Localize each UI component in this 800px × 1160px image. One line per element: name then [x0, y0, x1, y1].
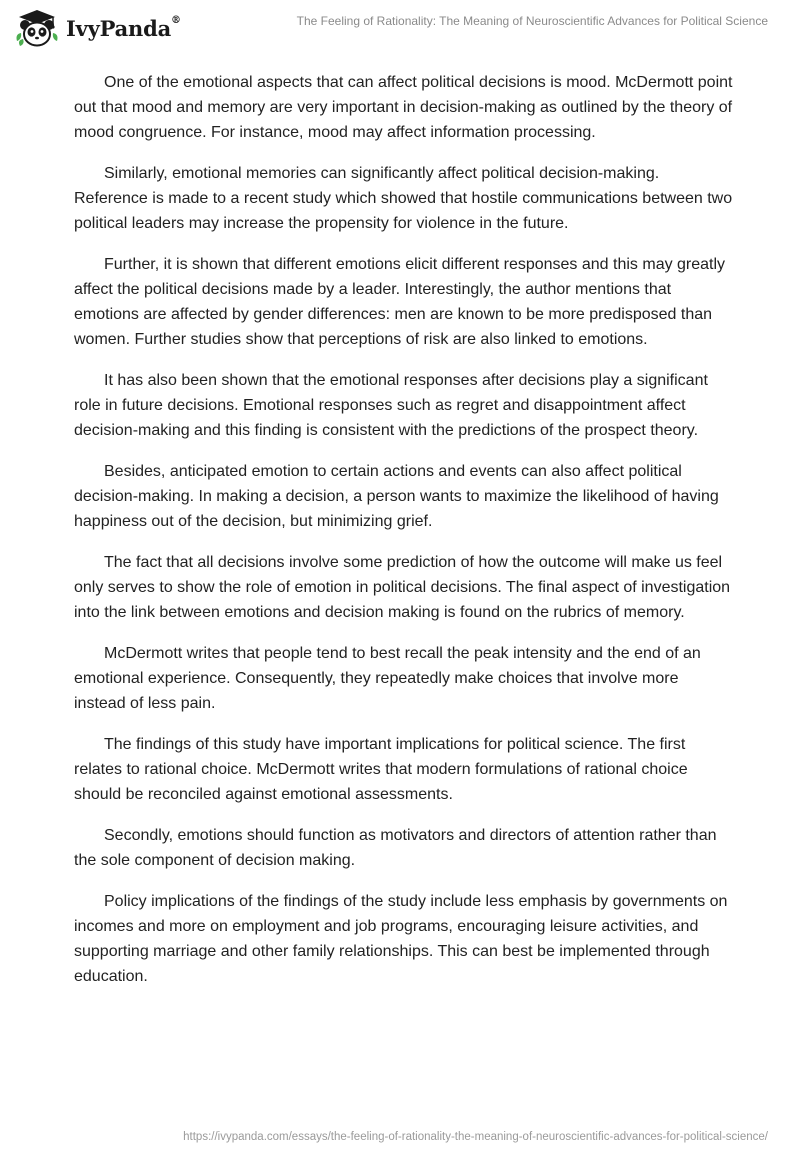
- paragraph: Besides, anticipated emotion to certain actions and events can also affect political decision-making. In making a decision, a person wants to maximize the likelihood of having happiness out of the decision, but minimizing grief.: [74, 463, 719, 530]
- panda-graduate-icon: [14, 8, 60, 48]
- paragraph: Further, it is shown that different emotions elicit different responses and this may greatly affect the political decisions made by a leader. Interestingly, the author mentions that emotions are affected by gender differences: men are known to be more predisposed than women. Further studies show that perceptions of risk are also linked to emotions.: [74, 256, 726, 348]
- essay-body: [74, 70, 734, 1005]
- source-url[interactable]: https://ivypanda.com/essays/the-feeling-of-rationality-the-meaning-of-neuroscientific-advances-for-political-science/: [183, 1131, 768, 1143]
- paragraph: Secondly, emotions should function as motivators and directors of attention rather than the sole component of decision making.: [74, 827, 717, 869]
- paragraph: Similarly, emotional memories can significantly affect political decision-making. Reference is made to a recent study which showed that hostile communications between two political leaders may increase the propensity for violence in the future.: [74, 165, 733, 232]
- paragraph: One of the emotional aspects that can affect political decisions is mood. McDermott point out that mood and memory are very important in decision-making as outlined by the theory of mood congruence. For instance, mood may affect information processing.: [74, 74, 733, 141]
- ivypanda-logo[interactable]: [14, 8, 181, 48]
- document-title: The Feeling of Rationality: The Meaning of Neuroscientific Advances for Political Science: [296, 14, 768, 28]
- logo-wordmark: IvyPanda®: [66, 14, 181, 41]
- paragraph: It has also been shown that the emotional responses after decisions play a significant role in future decisions. Emotional responses such as regret and disappointment affect decision-making and this finding is consistent with the predictions of the prospect theory.: [74, 372, 708, 439]
- page-header: [0, 0, 800, 64]
- paragraph: McDermott writes that people tend to best recall the peak intensity and the end of an emotional experience. Consequently, they repeatedly make choices that involve more instead of less pain.: [74, 645, 701, 712]
- paragraph: The fact that all decisions involve some prediction of how the outcome will make us feel only serves to show the role of emotion in political decisions. The final aspect of investigation into the link between emotions and decision making is found on the rubrics of memory.: [74, 554, 731, 621]
- paragraph: The findings of this study have important implications for political science. The first relates to rational choice. McDermott writes that modern formulations of rational choice should be reconciled against emotional assessments.: [74, 736, 688, 803]
- paragraph: Policy implications of the findings of the study include less emphasis by governments on incomes and more on employment and job programs, encouraging leisure activities, and supporting marriage and other family relationships. This can best be implemented through education.: [74, 893, 728, 985]
